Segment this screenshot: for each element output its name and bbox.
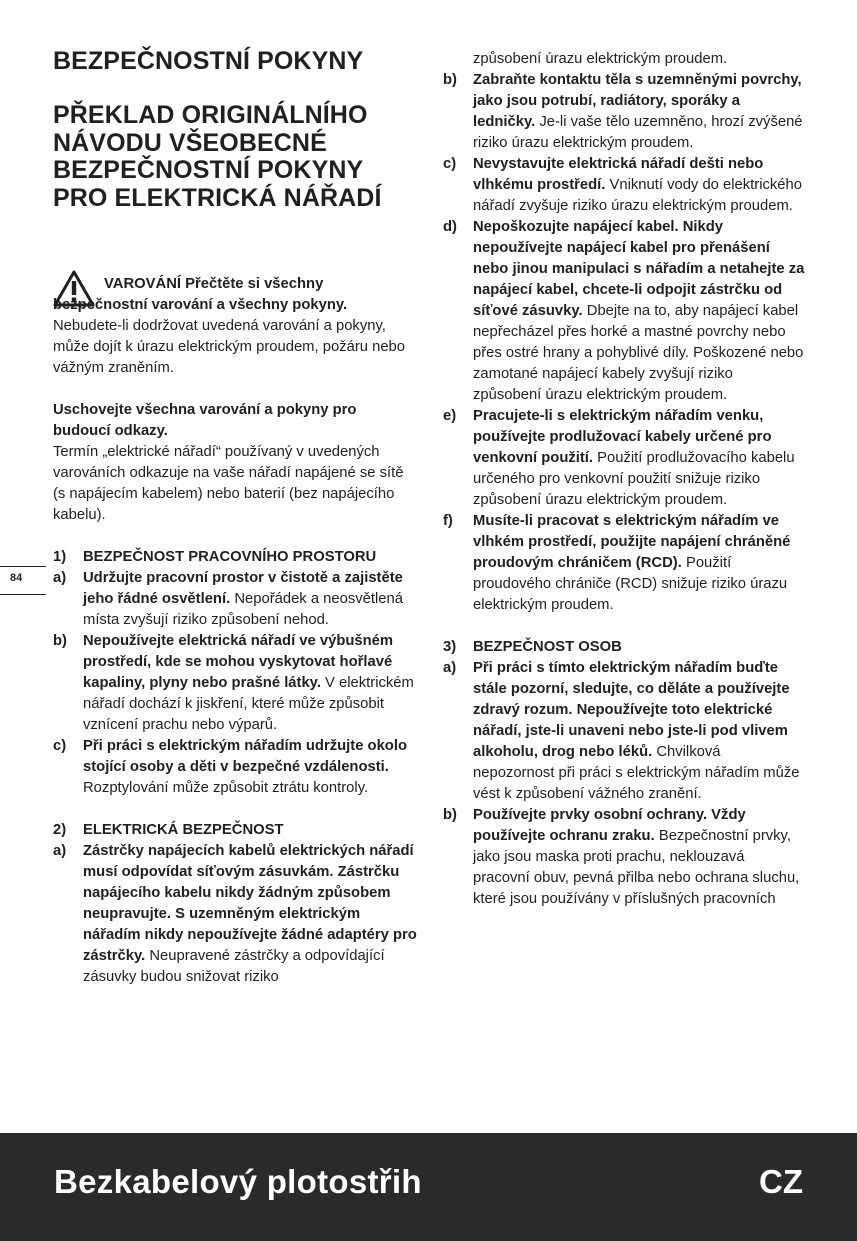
warning-paragraph (53, 274, 418, 379)
item-label: c) (53, 738, 67, 754)
item-label: c) (443, 156, 457, 172)
section-1-number: 1) (53, 549, 67, 565)
item-bold: Používejte prvky osobní ochrany. Vždy používejte ochranu zraku. (473, 807, 746, 844)
item-bold: Zástrčky napájecích kabelů elektrických nářadí musí odpovídat síťovým zásuvkám. Zástrčku napájecího kabelu nikdy žádným způsobem neupravujte. S uzemněným elektrickým nářadím nikdy nepoužívejte žádné adaptéry pro zástrčky. (83, 843, 417, 964)
left-column (53, 274, 418, 988)
keep-text: Termín „elektrické nářadí“ používaný v uvedených varováních odkazuje na vaše nářadí napájené se sítě (s napájecím kabelem) nebo baterií (bez napájecího kabelu). (53, 444, 404, 523)
item-label: b) (53, 633, 67, 649)
keep-paragraph (53, 400, 418, 526)
section-3-title: BEZPEČNOST OSOB (473, 639, 622, 655)
language-code: CZ (759, 1163, 803, 1200)
section-3-number: 3) (443, 639, 457, 655)
item-bold: Udržujte pracovní prostor v čistotě a zajistěte jeho řádné osvětlení. (83, 570, 403, 607)
item-bold: Při práci s tímto elektrickým nářadím buďte stále pozorní, sledujte, co děláte a používejte zdravý rozum. Nepoužívejte toto elektrické nářadí, jste-li unaveni nebo jste-li pod vlivem alkoholu, drog nebo léků. (473, 660, 790, 760)
section-2-number: 2) (53, 822, 67, 838)
list-item (443, 658, 805, 805)
list-item (443, 70, 805, 154)
item-bold: Nepoškozujte napájecí kabel. Nikdy nepoužívejte napájecí kabel pro přenášení nebo jinou manipulaci s nářadím a netahejte za napájecí kabel, chcete-li odpojit zástrčku od síťové zásuvky. (473, 219, 805, 319)
list-item (443, 511, 805, 616)
section-1-heading (53, 547, 418, 568)
item-label: b) (443, 72, 457, 88)
warning-text: Nebudete-li dodržovat uvedená varování a pokyny, může dojít k úrazu elektrickým proudem, požáru nebo vážným zraněním. (53, 318, 406, 376)
footer-band (0, 1133, 857, 1241)
item-text: Neupravené zástrčky a odpovídající zásuvky budou snižovat riziko (83, 948, 385, 985)
list-item (443, 805, 805, 910)
page-number-marker (0, 566, 46, 595)
item-text: Vniknutí vody do elektrického nářadí zvyšuje riziko úrazu elektrickým proudem. (473, 177, 802, 214)
item-label: a) (443, 660, 457, 676)
keep-bold: Uschovejte všechna varování a pokyny pro budoucí odkazy. (53, 402, 357, 439)
item-bold: Musíte-li pracovat s elektrickým nářadím ve vlhkém prostředí, použijte napájení chráněné proudovým chráničem (RCD). (473, 513, 791, 571)
item-bold: Při práci s elektrickým nářadím udržujte okolo stojící osoby a děti v bezpečné vzdálenosti. (83, 738, 407, 775)
list-item (53, 568, 418, 631)
list-item (53, 841, 418, 988)
item-label: f) (443, 513, 453, 529)
section-3-heading (443, 637, 805, 658)
item-text: Je-li vaše tělo uzemněno, hrozí zvýšené riziko úrazu elektrickým proudem. (473, 114, 803, 151)
warning-bold: VAROVÁNÍ Přečtěte si všechny bezpečnostní varování a všechny pokyny. (53, 276, 348, 313)
section-heading: PŘEKLAD ORIGINÁLNÍHO NÁVODU VŠEOBECNÉ BEZPEČNOSTNÍ POKYNY PRO ELEKTRICKÁ NÁŘADÍ (53, 101, 382, 212)
item-text: Nepořádek a neosvětlená místa zvyšují riziko způsobení nehod. (83, 591, 403, 628)
item-text: Použití proudového chrániče (RCD) snižuje riziko úrazu elektrickým proudem. (473, 555, 788, 613)
item-bold: Nepoužívejte elektrická nářadí ve výbušném prostředí, kde se mohou vyskytovat hořlavé kapaliny, plyny nebo prašné látky. (83, 633, 394, 691)
item-label: a) (53, 843, 67, 859)
item-bold: Pracujete-li s elektrickým nářadím venku, používejte prodlužovací kabely určené pro venkovní použití. (473, 408, 772, 466)
right-column (443, 49, 805, 910)
section-2-title: ELEKTRICKÁ BEZPEČNOST (83, 822, 284, 838)
item-text: Použití prodlužovacího kabelu určeného pro venkovní použití snižuje riziko způsobení úrazu elektrickým proudem. (473, 450, 795, 508)
item-label: e) (443, 408, 457, 424)
item-text: Dbejte na to, aby napájecí kabel nepřecházel přes horké a mastné povrchy nebo přes ostré hrany a pohyblivé díly. Poškozené nebo zamotané napájecí kabely zvyšují riziko způsobení úrazu elektrickým proudem. (473, 303, 804, 403)
item-text: způsobení úrazu elektrickým proudem. (473, 51, 728, 67)
list-item (443, 406, 805, 511)
list-item (53, 631, 418, 736)
list-item (443, 154, 805, 217)
item-bold: Nevystavujte elektrická nářadí dešti nebo vlhkému prostředí. (473, 156, 764, 193)
item-text: Rozptylování může způsobit ztrátu kontroly. (83, 780, 369, 796)
item-bold: Zabraňte kontaktu těla s uzemněnými povrchy, jako jsou potrubí, radiátory, sporáky a ledničky. (473, 72, 802, 130)
item-text: Chvilková nepozornost při práci s elektrickým nářadím může vést k způsobení vážného zranění. (473, 744, 800, 802)
section-2-heading (53, 820, 418, 841)
product-title: Bezkabelový plotostřih (54, 1163, 422, 1200)
item-text: V elektrickém nářadí dochází k jiskření, které může způsobit vznícení prachu nebo výparů. (83, 675, 414, 733)
list-item (443, 217, 805, 406)
section-1-title: BEZPEČNOST PRACOVNÍHO PROSTORU (83, 549, 377, 565)
item-label: a) (53, 570, 67, 586)
page-title: BEZPEČNOSTNÍ POKYNY (53, 47, 364, 75)
page-number: 84 (10, 572, 23, 584)
item-label: b) (443, 807, 457, 823)
list-item-continuation (443, 49, 805, 70)
item-label: d) (443, 219, 457, 235)
list-item (53, 736, 418, 799)
item-text: Bezpečnostní prvky, jako jsou maska proti prachu, neklouzavá pracovní obuv, pevná přilba nebo ochrana sluchu, které jsou používány v příslušných pracovních (473, 828, 800, 907)
